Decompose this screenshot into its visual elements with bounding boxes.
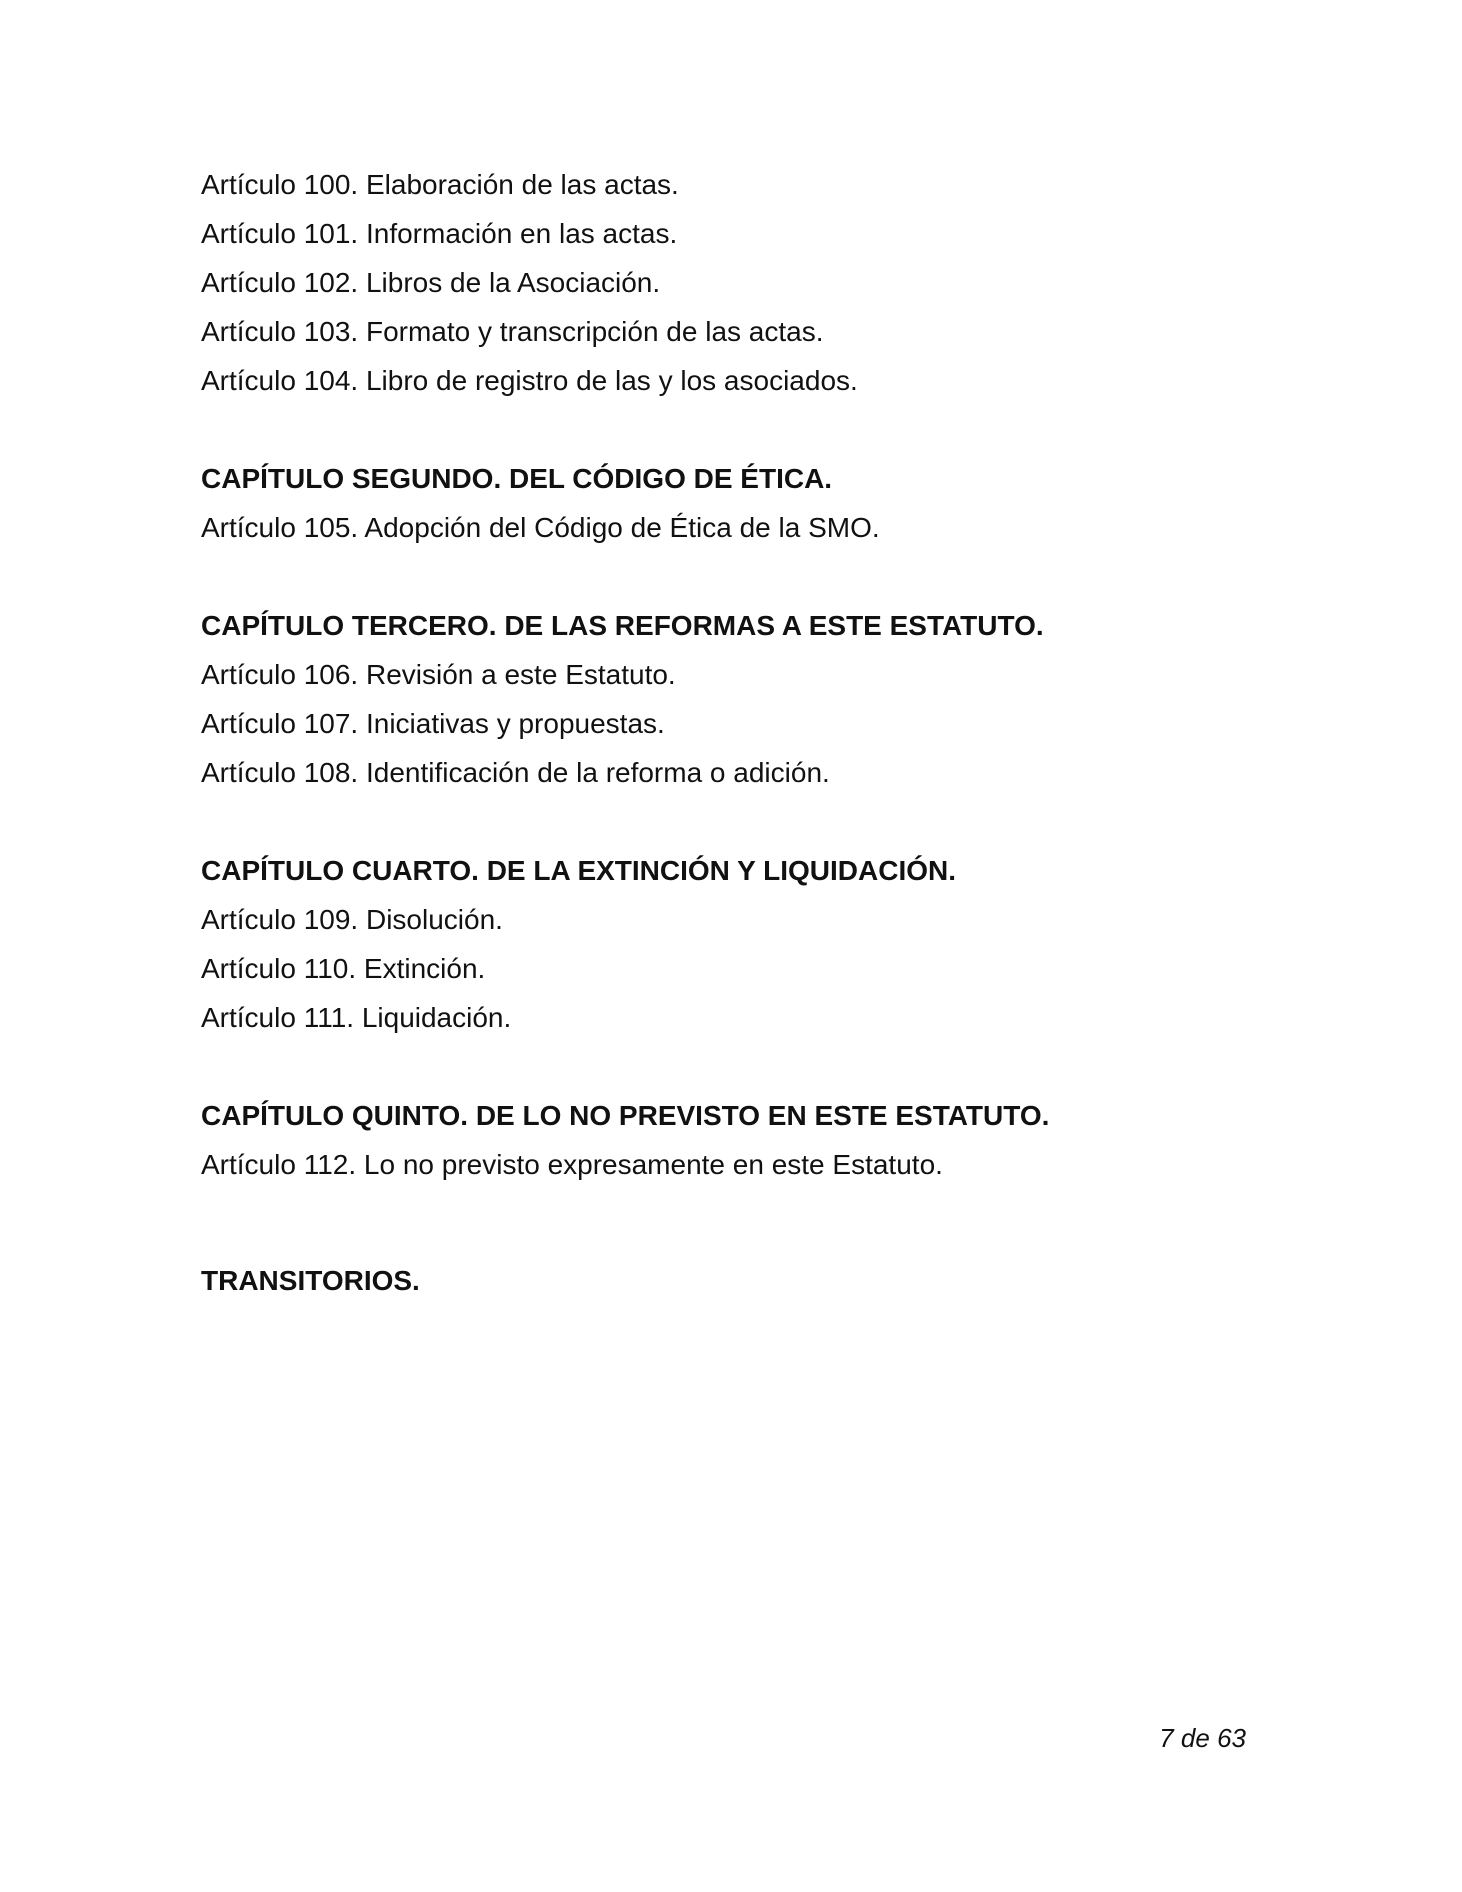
- toc-article-entry: Artículo 102. Libros de la Asociación.: [201, 267, 661, 298]
- chapter-block-quinto: [201, 1091, 1261, 1189]
- toc-article-entry: Artículo 103. Formato y transcripción de las actas.: [201, 316, 824, 347]
- chapter-heading: CAPÍTULO SEGUNDO. DEL CÓDIGO DE ÉTICA.: [201, 463, 833, 494]
- table-of-contents: [201, 160, 1261, 1305]
- chapter-heading: CAPÍTULO TERCERO. DE LAS REFORMAS A ESTE ESTATUTO.: [201, 610, 1044, 641]
- page-number: 7 de 63: [1159, 1723, 1246, 1753]
- transitorios-heading: TRANSITORIOS.: [201, 1265, 420, 1296]
- toc-article-entry: Artículo 112. Lo no previsto expresamente en este Estatuto.: [201, 1149, 943, 1180]
- toc-article-entry: Artículo 111. Liquidación.: [201, 1002, 512, 1033]
- toc-article-entry: Artículo 110. Extinción.: [201, 953, 486, 984]
- chapter-block-segundo: [201, 454, 1261, 552]
- toc-article-entry: Artículo 107. Iniciativas y propuestas.: [201, 708, 665, 739]
- chapter-block-tercero: [201, 601, 1261, 797]
- toc-article-entry: Artículo 105. Adopción del Código de Ética de la SMO.: [201, 512, 880, 543]
- toc-article-entry: Artículo 100. Elaboración de las actas.: [201, 169, 679, 200]
- articles-continued-block: [201, 160, 1261, 405]
- chapter-heading: CAPÍTULO CUARTO. DE LA EXTINCIÓN Y LIQUIDACIÓN.: [201, 855, 957, 886]
- toc-article-entry: Artículo 101. Información en las actas.: [201, 218, 678, 249]
- chapter-heading: CAPÍTULO QUINTO. DE LO NO PREVISTO EN ESTE ESTATUTO.: [201, 1100, 1050, 1131]
- toc-article-entry: Artículo 104. Libro de registro de las y los asociados.: [201, 365, 858, 396]
- chapter-block-cuarto: [201, 846, 1261, 1042]
- toc-article-entry: Artículo 108. Identificación de la reforma o adición.: [201, 757, 830, 788]
- toc-article-entry: Artículo 109. Disolución.: [201, 904, 503, 935]
- toc-article-entry: Artículo 106. Revisión a este Estatuto.: [201, 659, 676, 690]
- transitorios-block: [201, 1256, 1261, 1305]
